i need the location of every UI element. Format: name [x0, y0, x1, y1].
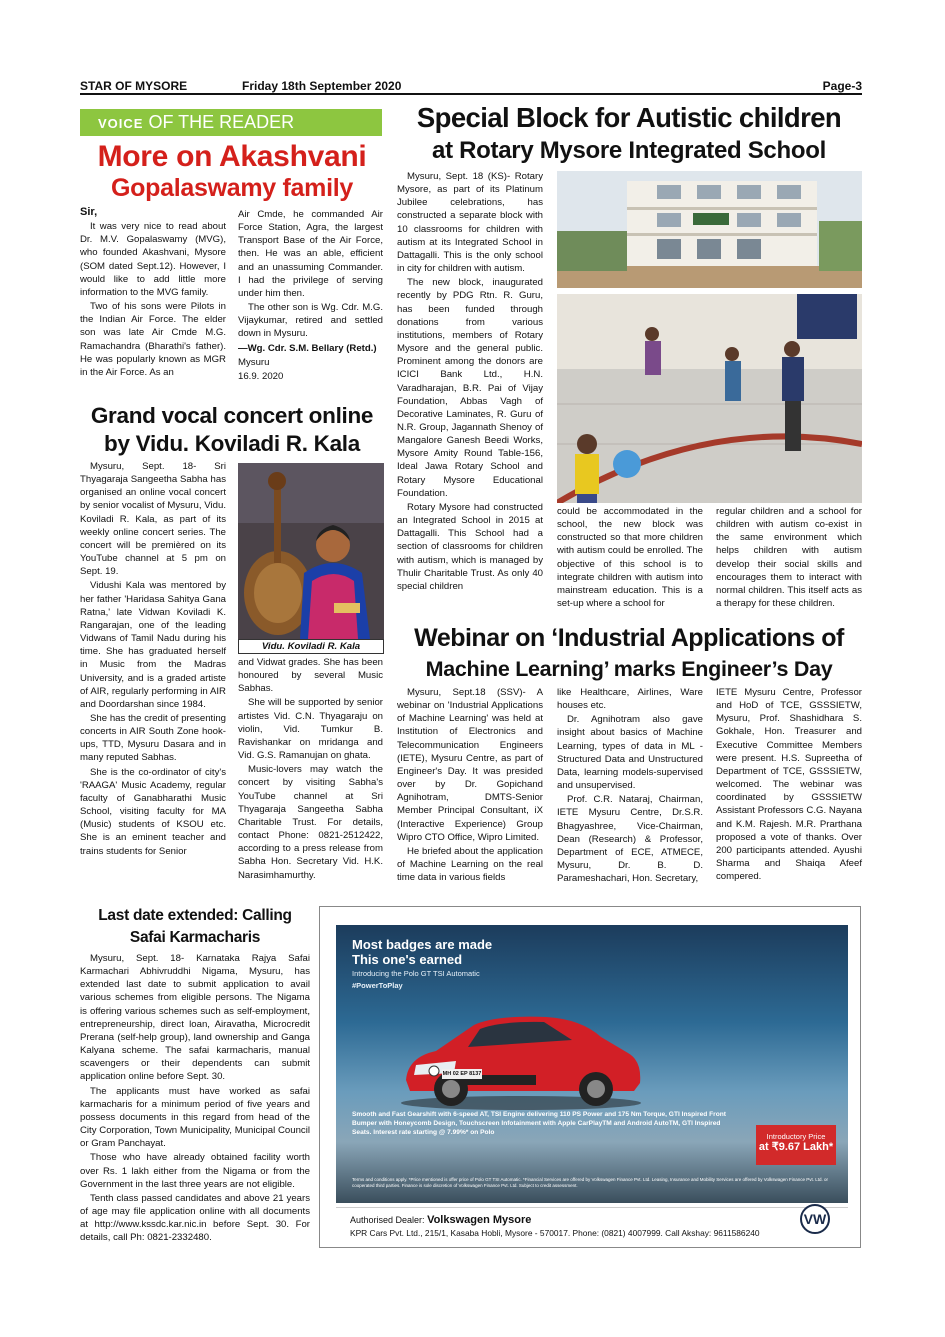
autism-para: regular children and a school for children with autism co-exist in the same environment which helps children with autism develop their social skills and encourages them to interact with normal children. This itself acts as a therapy for these children.	[716, 506, 862, 610]
akash-para: It was very nice to read about Dr. M.V. Gopalaswamy (MVG), who founded Akashvani, Mysore (SOM dated Sept.12). However, I would like to add little more information to the MVG family.	[80, 221, 226, 298]
akash-salutation: Sir,	[80, 206, 98, 218]
ad-hashtag: #PowerToPlay	[352, 981, 403, 990]
safai-title-2: Safai Karmacharis	[129, 929, 261, 946]
school-building-illustration	[557, 171, 862, 288]
ad-subtitle: Introducing the Polo GT TSI Automatic	[352, 969, 480, 978]
webinar-col-1	[397, 686, 543, 885]
webinar-para: IETE Mysuru Centre, Professor and HoD of TCE, GSSSIETW, Mysuru, Prof. Shashidhara S. Gokhale, Hon. Treasurer and Executive Committee Members were present. H.S. Supreetha of Department of TCE, GSSSIETW, welcomed. The webinar was coordinated by GSSSIETW Assistant Professors C.G. Nayana and K.M. Rajesh. M.R. Prarthana proposed a vote of thanks. Over 200 participants attended. Ayushi Sharma and Shaiqa Afeef compered.	[716, 687, 862, 883]
singer-illustration	[238, 463, 384, 639]
singer-caption: Vidu. Koviladi R. Kala	[238, 639, 384, 654]
voice-kicker: VOICE	[98, 116, 144, 131]
vw-logo-icon: VW	[800, 1204, 830, 1234]
webinar-para: Mysuru, Sept.18 (SSV)- A webinar on 'Industrial Applications of Machine Learning' was held at Institution of Electronics and Telecommunication Engineers (IETE), Mysuru Centre, as part of Engineer's Day. It was presided over by Dr. Gopichand Agnihotram, DMTS-Senior Member Principal Consultant, iX (Interactive Experience) Group Wipro CTO Office, Wipro Limited.	[397, 687, 543, 843]
ad-dealer-name: Volkswagen Mysore	[427, 1214, 532, 1226]
ad-price-label: Introductory Price	[766, 1132, 826, 1141]
webinar-title-1: Webinar on ‘Industrial Applications of	[414, 624, 844, 652]
autism-col-2	[557, 505, 703, 611]
vw-advertisement[interactable]	[319, 906, 861, 1248]
ad-price-value: at ₹9.67 Lakh*	[758, 1141, 834, 1153]
concert-para: Vidushi Kala was mentored by her father 'Haridasa Sahitya Gana Ratna,' late Vidwan Koviladi K. Rangarajan, one of the leading Vidwans of Tamil Nadu during his time. She has graduated herself in Music from the Madras University, and is a graded artiste of AIR, regularly performing in AIR and Doordarshan since 1984.	[80, 580, 226, 710]
autism-title-1: Special Block for Autistic children	[416, 102, 842, 133]
akash-para: Air Cmde, he commanded Air Force Station, Agra, the largest Transport Base of the Air Force, then. He was an able, efficient and an unassuming Commander. I had the privilege of serving under him then.	[238, 209, 383, 299]
safai-body	[80, 952, 310, 1245]
issue-date: Friday 18th September 2020	[242, 79, 402, 93]
concert-para: Music-lovers may watch the concert by visiting Sabha's YouTube channel at Sri Thyagaraja Sangeetha Sabha Charitable Trust. For details, contact Phone: 0821-2512422, according to a press release from Sabha Hon. Secretary Vid. H.K. Narasimhamurthy.	[238, 764, 383, 881]
webinar-col-3	[716, 686, 862, 884]
safai-para: The applicants must have worked as safai karmacharis for a minimum period of five years and possess documents in this regard from head of the City Corporation, Town Municipality, Municipal Council or Gram Panchayat.	[80, 1085, 310, 1150]
safai-title-1: Last date extended: Calling	[98, 907, 292, 924]
akash-date: 16.9. 2020	[238, 370, 284, 382]
akash-title-1: More on Akashvani	[97, 140, 367, 173]
ad-dealer-line	[350, 1214, 531, 1226]
paper-name: STAR OF MYSORE	[80, 79, 188, 93]
school-building-photo	[557, 171, 862, 288]
webinar-para: He briefed about the application of Machine Learning on the real time data in various fields	[397, 845, 543, 884]
page-number: Page-3	[822, 79, 862, 93]
autism-para: could be accommodated in the school, the new block was constructed so that more children with autism could be enrolled. The objective of this school is to integrate children with autism into mainstream education. This is a set-up where a school for	[557, 506, 703, 610]
classroom-photo	[557, 294, 862, 503]
akash-col-1	[80, 206, 226, 380]
autism-title-2: at Rotary Mysore Integrated School	[432, 137, 826, 164]
ad-dealer-address: KPR Cars Pvt. Ltd., 215/1, Kasaba Hobli, Mysore - 570017. Phone: (0821) 4007999. Call Akshay: 9611586240	[350, 1228, 760, 1238]
classroom-illustration	[557, 294, 862, 503]
webinar-para: Dr. Agnihotram also gave insight about basics of Machine Learning, types of data in ML - Structured Data and Unstructured Data, learning models-supervised and unsupervised.	[557, 714, 703, 792]
ad-price-box	[756, 1125, 836, 1165]
concert-para: She is the co-ordinator of city's 'RAAGA' Music Academy, regular faculty of Ganabharathi Music School, visiting faculty for MA (Music) students of KSOU etc. She is an eminent teacher and trains students for Senior	[80, 766, 226, 857]
car-plate: MH 02 EP 8137	[442, 1071, 482, 1077]
ad-dealer-label: Authorised Dealer:	[350, 1215, 425, 1225]
voice-banner	[80, 109, 382, 136]
masthead	[80, 77, 862, 95]
concert-col-2	[238, 656, 383, 883]
car-icon	[396, 995, 646, 1110]
autism-para: The new block, inaugurated recently by PDG Rtn. R. Guru, has been funded through donations from various institutions, members of Rotary Mysore and the general public. Prominent among the donors are ICICI Bank Ltd., H.N. Varadharajan, B.R. Pai of Vijay Foundation, Abbas Vagh of Decorative Laminates, R. Guru of N.R. Group, Jagannath Shenoy of Mangalore Ganesh Beedi Works, Mysore Amity Round Table-156, Ideal Jawa Rotary School and Rotary Mysore Educational Foundation.	[397, 277, 543, 499]
concert-para: Mysuru, Sept. 18- Sri Thyagaraja Sangeetha Sabha has organised an online vocal concert by senior vocalist of Mysuru, Vidu. Koviladi R. Kala, as part of its weekly online concert series. The concert will be premièred on its YouTube channel at 5 pm on Sept. 19.	[80, 461, 226, 578]
ad-headline-1: Most badges are made	[352, 937, 493, 952]
safai-para: Those who have already obtained facility worth over Rs. 1 lakh either from the Nigama or from the Government in the last three years are not eligible.	[80, 1152, 310, 1190]
concert-title-2: by Vidu. Koviladi R. Kala	[104, 431, 360, 456]
singer-photo	[238, 463, 384, 639]
webinar-col-2	[557, 686, 703, 886]
webinar-para: like Healthcare, Airlines, Ware houses etc.	[557, 687, 703, 712]
autism-para: Rotary Mysore had constructed an Integrated School in 2015 at Dattagalli. This School had a section of classrooms for children with autism, which is managed by Thulir Charitable Trust. As only 40 special children	[397, 501, 543, 592]
akash-para: The other son is Wg. Cdr. M.G. Vijaykumar, retired and settled down in Mysuru.	[238, 302, 383, 340]
webinar-title-2: Machine Learning’ marks Engineer’s Day	[425, 657, 833, 681]
ad-headline-2: This one's earned	[352, 952, 463, 967]
concert-para: and Vidwat grades. She has been honoured by several Music Sabhas.	[238, 657, 383, 695]
webinar-para: Prof. C.R. Nataraj, Chairman, IETE Mysuru Centre, Dr.S.R. Bhagyashree, Vice-Chairman, Dean (Research) & Professor, Department of ECE, ATMECE, Mysuru, Dr. B. D. Parameshachari, Hon. Secretary,	[557, 794, 703, 885]
ad-features: Smooth and Fast Gearshift with 6-speed AT, TSI Engine delivering 110 PS Power and 175 Nm Torque, GTI Inspired Front Bumper with Honeycomb Design, Touchscreen Infotainment with Apple CarPlayTM and Android AutoTM, GTI Inspired Seats. Interest rate starting @ 7.99%* on Polo	[352, 1111, 726, 1136]
ad-banner	[336, 925, 848, 1203]
concert-col-1	[80, 460, 226, 859]
concert-title-1: Grand vocal concert online	[90, 403, 374, 428]
autism-para: Mysuru, Sept. 18 (KS)- Rotary Mysore, as part of its Platinum Jubilee celebrations, has constructed a separate block with 10 classrooms for children with autism at its Integrated School in Dattagalli. This is the only school in city for children with autism.	[397, 171, 543, 275]
akash-title-2: Gopalaswamy family	[111, 174, 353, 202]
autism-col-1	[397, 170, 543, 594]
akash-place: Mysuru	[238, 356, 270, 368]
safai-para: Tenth class passed candidates and above 21 years of age may file application online with all documents at http://www.kssdc.kar.nic.in before Sept. 30. For details, call Ph: 0821-2332480.	[80, 1192, 310, 1244]
ad-dealer-strip	[336, 1207, 848, 1243]
akash-signature: —Wg. Cdr. S.M. Bellary (Retd.)	[238, 342, 377, 354]
ad-terms: Terms and conditions apply. *Price mentioned is offer price of Polo GT TSI Automatic. *Financial Services are offered by Volkswagen Finance Pvt. Ltd. Leasing, Insurance and Mobility Services are offered by Volkswagen Finance Pvt. Ltd. or cooperated third parties. Finance is sole discretion of Volkswagen Finance Pvt. Ltd. Subject to credit assessment.	[352, 1177, 829, 1188]
safai-para: Mysuru, Sept. 18- Karnataka Rajya Safai Karmachari Abhivruddhi Nigama, Mysuru, has extended last date to submit application to avail various schemes from eligible persons. The Nigama is offering various schemes such as self-employment, entrepreneurship, direct loan, Airavatha, Microcredit Prerana (self-help group), land ownership and Ganga Kalyana scheme. The safai karmacharis, manual scavengers or their dependents can submit application online before Sept. 30.	[80, 953, 310, 1083]
voice-rest: OF THE READER	[148, 112, 295, 132]
akash-col-2	[238, 208, 383, 384]
concert-para: She will be supported by senior artistes Vid. C.N. Thyagaraju on violin, Vid. Tumkur B. Ravishankar on mridanga and Vid. G.S. Ramanujan on ghata.	[238, 697, 383, 762]
concert-para: She has the credit of presenting concerts in AIR South Zone hook-ups, TTD, Mysuru Dasara and in many reputed Sabhas.	[80, 712, 226, 764]
autism-col-3	[716, 505, 862, 611]
akash-para: Two of his sons were Pilots in the Indian Air Force. The elder son was late Air Cmde M.G. Ramachandra (Bharathi's father). He was popularly known as MGR in the Air Force. As an	[80, 301, 226, 378]
